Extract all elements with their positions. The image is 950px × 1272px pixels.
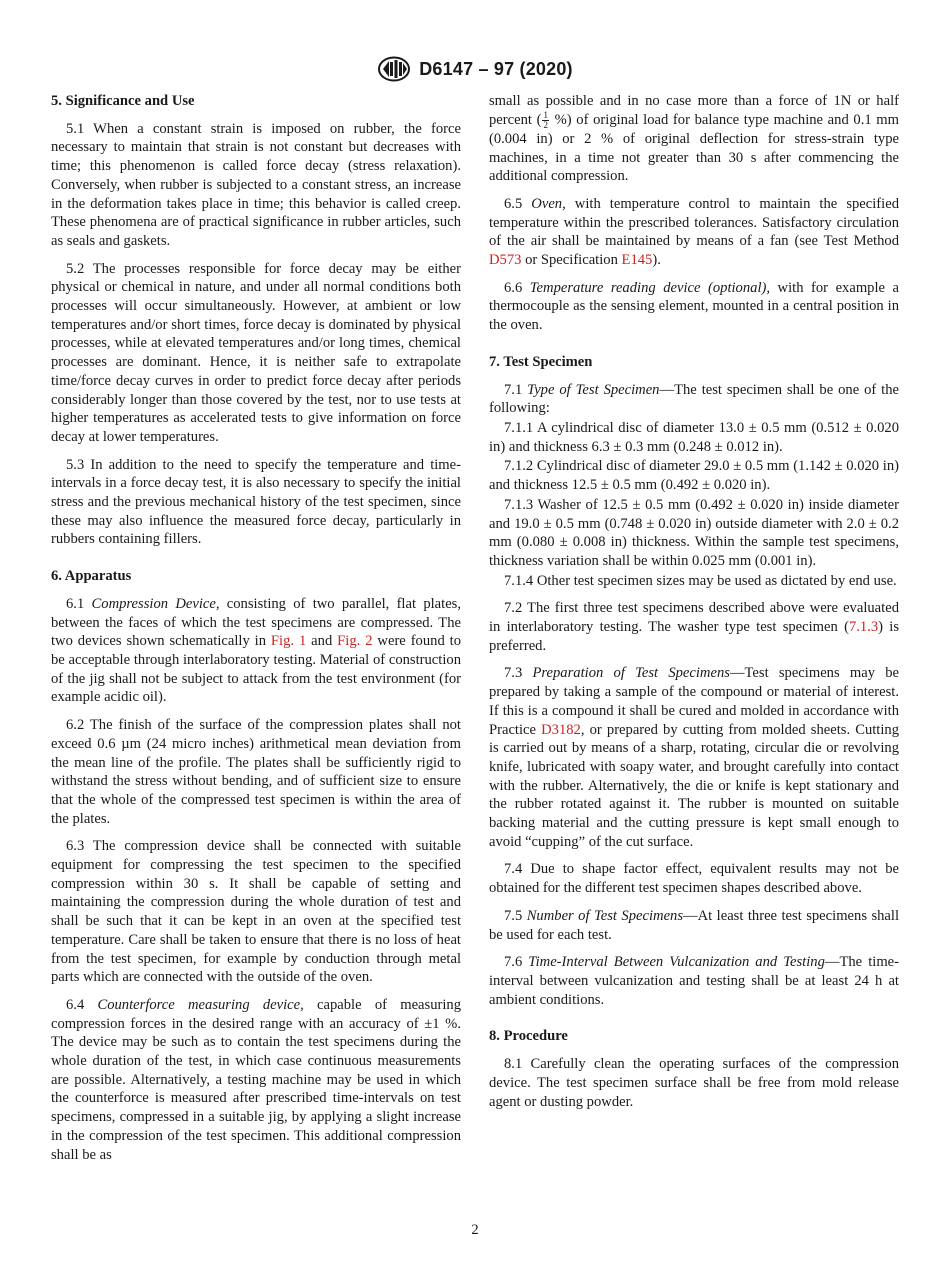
paragraph-6-4: 6.4 Counterforce measuring device, capable of measuring compression forces in the desired range with an accuracy of ±1 %. The device may be such as to contain the test specimens during the whole duration of the test, in which case continuous measurements are possible. Alternatively, a testing machine may be used in which the counterforce is measured after prescribed time-intervals on test specimens, compressed in a suitable jig, by applying a slight increase in the compression of the test specimen. This additional compression shall be as (51, 996, 462, 1163)
astm-logo-icon (377, 56, 411, 82)
paragraph-7-3: 7.3 Preparation of Test Specimens—Test specimens may be prepared by taking a sample of the compound or material of interest. If this is a compound it shall be cured and molded in accordance with Practice D3182, or prepared by cutting from molded sheets. Cutting is carried out by means of a sharp, rotating, circular die or revolving knife, lubricated with soapy water, and brought carefully into contact with the rubber. Alternatively, the die or knife is kept stationary and the rubber rotated against it. The rubber is mounted on suitable backing material and the cutting pressure is kept small enough to avoid “cupping” of the cut surface. (489, 665, 900, 850)
paragraph-8-1: 8.1 Carefully clean the operating surfaces of the compression device. The test specimen surface shall be free from mold release agent or dusting powder. (489, 1056, 899, 1110)
section-heading-7: 7. Test Specimen (489, 353, 593, 370)
paragraph-7-1-1: 7.1.1 A cylindrical disc of diameter 13.0 ± 0.5 mm (0.512 ± 0.020 in) and thickness 6.3 ± 0.3 mm (0.248 ± 0.012 in). (489, 420, 899, 455)
link-fig-2[interactable]: Fig. 2 (337, 633, 373, 650)
paragraph-7-1-3: 7.1.3 Washer of 12.5 ± 0.5 mm (0.492 ± 0.020 in) inside diameter and 19.0 ± 0.5 mm (0.748 ± 0.020 in) outside diameter with 2.0 ± 0.2 mm (0.080 ± 0.008 in) thickness. Within the sample test specimens, thickness variation shall be within 0.025 mm (0.001 in). (489, 496, 899, 569)
section-heading-8: 8. Procedure (489, 1028, 568, 1045)
link-d573[interactable]: D573 (489, 252, 522, 269)
paragraph-6-1: 6.1 Compression Device, consisting of two parallel, flat plates, between the faces of which the test specimens are compressed. The two devices shown schematically in Fig. 1 and Fig. 2 were found to be acceptable through interlaboratory testing. Material of construction of the jig shall not be subject to attack from the test environment (for example acidic oil). (51, 595, 462, 706)
left-column (51, 92, 461, 1173)
link-d3182[interactable]: D3182 (541, 721, 581, 738)
fraction-one-half: $\frac{1}{2}$ (543, 109, 548, 130)
paragraph-5-1: 5.1 When a constant strain is imposed on rubber, the force necessary to maintain that strain is not constant but decreases with time; this phenomenon is called force decay (stress relaxation). Conversely, when rubber is subjected to a constant stress, an increase in the deformation takes place in time; this behavior is called creep. These phenomena are of practical significance in rubber articles, such as seals and gaskets. (51, 120, 461, 249)
paragraph-7-2: 7.2 The first three test specimens described above were evaluated in interlaboratory testing. The washer type test specimen (7.1.3) is preferred. (489, 600, 899, 654)
link-7-1-3[interactable]: 7.1.3 (848, 619, 879, 636)
paragraph-7-4: 7.4 Due to shape factor effect, equivalent results may not be obtained for the different test specimen shapes described above. (489, 861, 899, 897)
section-heading-6: 6. Apparatus (51, 568, 132, 585)
link-e145[interactable]: E145 (621, 252, 653, 269)
term-preparation-of-test-specimens: Preparation of Test Specimens (532, 665, 730, 682)
term-time-interval: Time-Interval Between Vulcanization and Testing (528, 954, 825, 971)
paragraph-5-2: 5.2 The processes responsible for force decay may be either physical or chemical in nature, and under all normal conditions both processes will occur simultaneously. However, at ambient or low temperatures and/or short times, force decay is dominated by physical processes, while at elevated temperatures and/or long times, chemical processes are dominant. Hence, it is neither safe to extrapolate time/force decay curves in order to predict force decay after periods considerably longer than those covered by the test, nor to use tests at higher temperatures as accelerated tests to give information on force decay at lower temperatures. (51, 260, 461, 445)
paragraph-6-2: 6.2 The finish of the surface of the compression plates shall not exceed 0.6 µm (24 micro inches) arithmetical mean deviation from the mean line of the profile. The plates shall be sufficiently rigid to withstand the stress without bending, and of sufficient size to ensure that the whole of the compressed test specimen is within the area of the plates. (51, 717, 461, 827)
paragraph-7-1-4: 7.1.4 Other test specimen sizes may be used as dictated by end use. (504, 572, 897, 589)
paragraph-6-4-continued: small as possible and in no case more than a force of 1N or half percent ( $\frac{1}{2}$ %) of original load for balance type machine and 0.1 mm (0.004 in) or 2 % of original deflection for stress-strain type machines, in a time not greater than 30 s after commencing the additional compression. (489, 93, 899, 185)
paragraph-7-5: 7.5 Number of Test Specimens—At least three test specimens shall be used for each test. (489, 907, 900, 943)
paragraph-5-3: 5.3 In addition to the need to specify the temperature and time-intervals in a force decay test, it is also necessary to specify the initial stress and the previous mechanical history of the test specimen, since these may also influence the measured force decay, particularly in rubbers containing fillers. (51, 456, 461, 548)
page-header (0, 56, 950, 82)
paragraph-7-1: 7.1 Type of Test Specimen—The test specimen shall be one of the following: (489, 381, 899, 417)
term-oven: Oven, (531, 195, 566, 212)
section-heading-5: 5. Significance and Use (51, 93, 195, 109)
term-counterforce-device: Counterforce measuring device, (97, 996, 304, 1013)
paragraph-6-5: 6.5 Oven, with temperature control to maintain the specified temperature within the prescribed tolerances. Satisfactory circulation of the air shall be maintained by means of a fan (see Test Method D573 or Specification E145). (489, 195, 899, 269)
term-type-of-test-specimen: Type of Test Specimen (527, 381, 660, 398)
term-compression-device: Compression Device, (91, 595, 220, 612)
term-temperature-reading-device: Temperature reading device (optional), (529, 279, 771, 296)
paragraph-6-3: 6.3 The compression device shall be connected with suitable equipment for compressing the test specimen to the specified compression within 30 s. It shall be capable of setting and maintaining the compression during the whole duration of test and shall be such that it can be kept in an oven at the specified test temperature. Care shall be taken to ensure that there is no loss of heat from the test specimen, for example by conduction through metal parts which are connected with the outside of the oven. (51, 838, 461, 986)
right-column (489, 92, 899, 1120)
page-number: 2 (471, 1222, 479, 1238)
link-fig-1[interactable]: Fig. 1 (270, 633, 307, 650)
paragraph-7-6: 7.6 Time-Interval Between Vulcanization and Testing—The time-interval between vulcanization and testing shall be at least 24 h at ambient conditions. (489, 954, 900, 1008)
document-id: D6147 – 97 (2020) (419, 58, 573, 79)
term-number-of-test-specimens: Number of Test Specimens (526, 907, 684, 924)
paragraph-6-6: 6.6 Temperature reading device (optional), with for example a thermocouple as the sensing element, mounted in a central position in the oven. (489, 279, 900, 334)
paragraph-7-1-2: 7.1.2 Cylindrical disc of diameter 29.0 ± 0.5 mm (1.142 ± 0.020 in) and thickness 12.5 ± 0.5 mm (0.492 ± 0.020 in). (489, 458, 899, 494)
